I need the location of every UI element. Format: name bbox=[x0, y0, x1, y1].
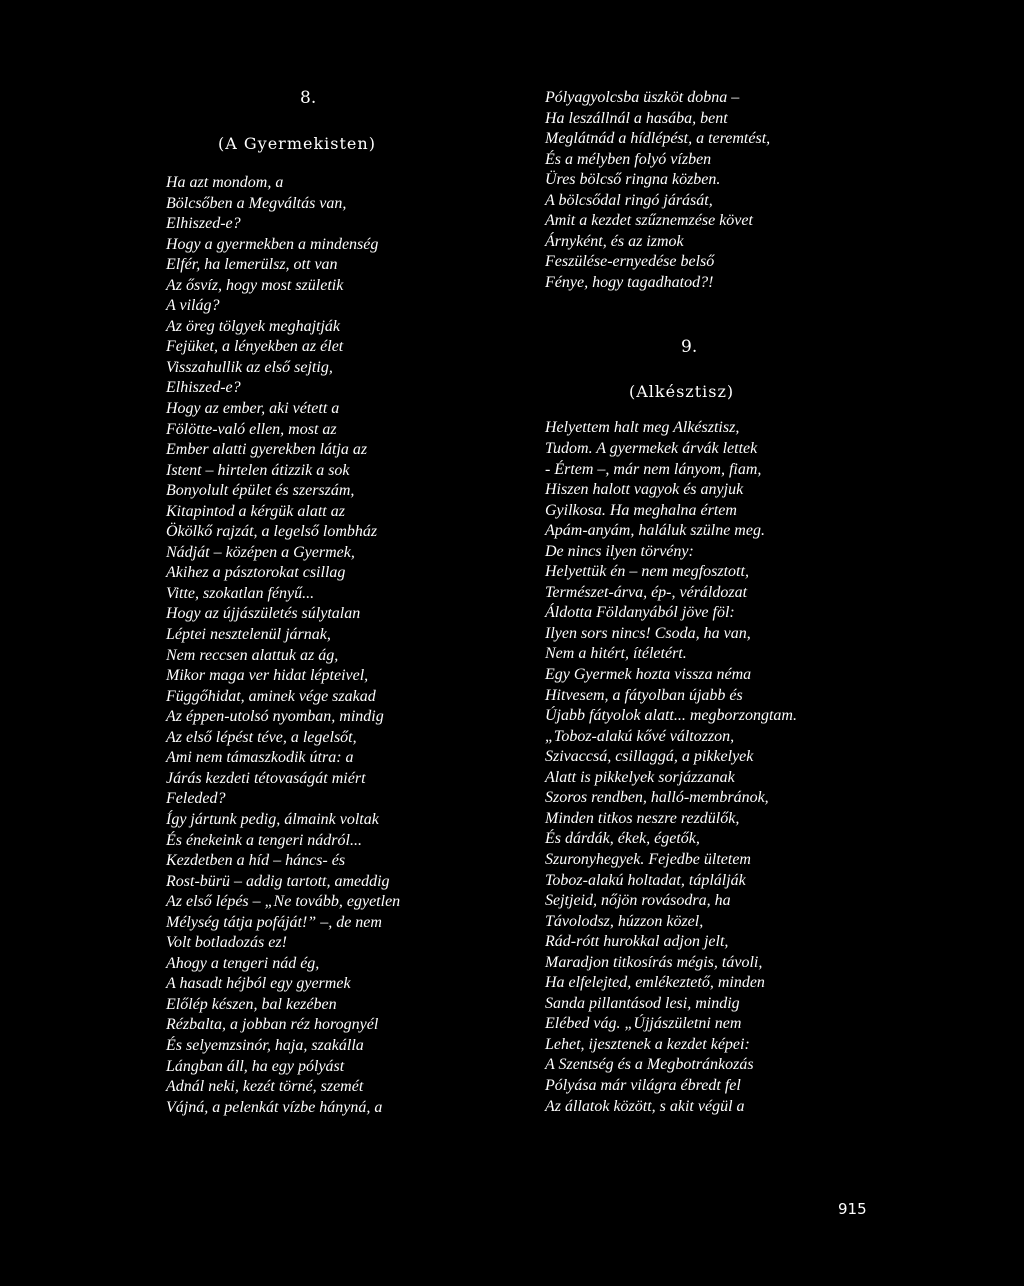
page-number: 915 bbox=[838, 1200, 867, 1218]
poem-line: Vitte, szokatlan fényű... bbox=[166, 584, 315, 602]
poem-line: Feleded? bbox=[166, 790, 226, 808]
poem-line: Hiszen halott vagyok és anyjuk bbox=[545, 481, 744, 499]
poem-line: Elébed vág. „Újjászületni nem bbox=[545, 1015, 742, 1033]
poem-line: Természet-árva, ép-, véráldozat bbox=[545, 583, 748, 601]
poem-line: Helyettük én – nem megfosztott, bbox=[545, 563, 749, 581]
poem-line: Feszülése-ernyedése belső bbox=[545, 253, 715, 271]
poem-line: Toboz-alakú holtadat, táplálják bbox=[545, 871, 746, 889]
poem-line: Áldotta Földanyából jöve föl: bbox=[545, 604, 735, 622]
poem-line: Ilyen sors nincs! Csoda, ha van, bbox=[545, 624, 751, 642]
poem-line: Elfér, ha lemerülsz, ott van bbox=[166, 256, 338, 274]
poem-line: Az állatok között, s akit végül a bbox=[545, 1097, 745, 1115]
poem-line: És énekeink a tengeri nádról... bbox=[166, 831, 362, 849]
poem-line: Helyettem halt meg Alkésztisz, bbox=[545, 419, 740, 437]
poem-line: Az első lépés – „Ne tovább, egyetlen bbox=[166, 893, 401, 911]
left-column bbox=[166, 88, 466, 1118]
poem-lines-right-top bbox=[545, 88, 865, 293]
poem-line: Pólyagyolcsba üszköt dobna – bbox=[545, 89, 740, 106]
poem-line: Alatt is pikkelyek sorjázzanak bbox=[545, 768, 735, 786]
poem-line: Léptei nesztelenül járnak, bbox=[166, 626, 331, 644]
poem-line: A bölcsődal ringó járását, bbox=[545, 191, 713, 209]
poem-line: Távolodsz, húzzon közel, bbox=[545, 912, 704, 930]
poem-line: Ember alatti gyerekben látja az bbox=[166, 441, 368, 459]
poem-line: - Értem –, már nem lányom, fiam, bbox=[545, 460, 762, 478]
poem-line: Függőhidat, aminek vége szakad bbox=[166, 687, 376, 705]
poem-line: De nincs ilyen törvény: bbox=[545, 542, 694, 560]
poem-line: Hogy az újjászületés súlytalan bbox=[166, 605, 361, 623]
poem-line: Ahogy a tengeri nád ég, bbox=[166, 954, 320, 972]
poem-line: Egy Gyermek hozta vissza néma bbox=[545, 666, 752, 684]
poem-line: Üres bölcső ringna közben. bbox=[545, 171, 721, 189]
poem-line: Hogy a gyermekben a mindenség bbox=[166, 235, 379, 253]
poem-line: Minden titkos neszre rezdülők, bbox=[545, 809, 740, 827]
section-number-9: 9. bbox=[681, 337, 698, 358]
poem-line: Volt botladozás ez! bbox=[166, 934, 287, 952]
poem-line: Ami nem támaszkodik útra: a bbox=[166, 749, 354, 767]
poem-line: Rézbalta, a jobban réz horognyél bbox=[166, 1016, 379, 1034]
poem-line: Az öreg tölgyek meghajtják bbox=[166, 317, 341, 335]
poem-line: Gyilkosa. Ha meghalna értem bbox=[545, 501, 737, 519]
poem-line: Az első lépést téve, a legelsőt, bbox=[166, 728, 357, 746]
poem-line: Sejtjeid, nőjön rovásodra, ha bbox=[545, 892, 731, 910]
section-title-gyermekisten: (A Gyermekisten) bbox=[218, 134, 376, 153]
right-column bbox=[545, 88, 865, 1117]
poem-line: Adnál neki, kezét törné, szemét bbox=[166, 1078, 364, 1096]
poem-line: A világ? bbox=[166, 297, 220, 315]
section-number-8: 8. bbox=[300, 88, 317, 108]
poem-line: Bölcsőben a Megváltás van, bbox=[166, 194, 347, 212]
poem-line: Hogy az ember, aki vétett a bbox=[166, 400, 340, 418]
poem-line: Előlép készen, bal kezében bbox=[166, 995, 337, 1013]
poem-line: Szuronyhegyek. Fejedbe ültetem bbox=[545, 850, 751, 868]
poem-line: Akihez a pásztorokat csillag bbox=[166, 564, 346, 582]
poem-line: Mélység tátja pofáját!” –, de nem bbox=[166, 913, 382, 931]
poem-line: Nem a hitért, ítéletért. bbox=[545, 645, 687, 663]
poem-line: Így jártunk pedig, álmaink voltak bbox=[166, 810, 379, 828]
poem-line: Ha leszállnál a hasába, bent bbox=[545, 109, 728, 127]
poem-line: Szivaccsá, csillaggá, a pikkelyek bbox=[545, 748, 754, 766]
poem-line: A hasadt héjból egy gyermek bbox=[166, 975, 351, 993]
poem-line: Kitapintod a kérgük alatt az bbox=[166, 502, 345, 520]
poem-line: Kezdetben a híd – háncs- és bbox=[166, 852, 346, 870]
poem-line: Szoros rendben, halló-membránok, bbox=[545, 789, 769, 807]
poem-line: Meglátnád a hídlépést, a teremtést, bbox=[545, 130, 771, 148]
poem-line: Sanda pillantásod lesi, mindig bbox=[545, 994, 740, 1012]
poem-line: Tudom. A gyermekek árvák lettek bbox=[545, 440, 758, 458]
poem-line: Bonyolult épület és szerszám, bbox=[166, 482, 355, 500]
poem-line: Fejüket, a lényekben az élet bbox=[166, 338, 344, 356]
poem-line: Az ősvíz, hogy most születik bbox=[166, 276, 344, 294]
poem-line: És selyemzsinór, haja, szakálla bbox=[166, 1036, 364, 1054]
poem-line: Mikor maga ver hidat lépteivel, bbox=[166, 667, 369, 685]
poem-line: Hitvesem, a fátyolban újabb és bbox=[545, 686, 743, 704]
poem-line: Rost-bürü – addig tartott, ameddig bbox=[166, 872, 390, 890]
poem-line: A Szentség és a Megbotránkozás bbox=[545, 1056, 754, 1074]
poem-line: Újabb fátyolok alatt... megborzongtam. bbox=[545, 707, 797, 725]
poem-line: Árnyként, és az izmok bbox=[545, 232, 684, 250]
poem-line: Pólyása már világra ébredt fel bbox=[545, 1076, 741, 1094]
poem-line: Rád-rótt hurokkal adjon jelt, bbox=[545, 933, 729, 951]
poem-line: És a mélyben folyó vízben bbox=[545, 150, 712, 168]
poem-line: Vájná, a pelenkát vízbe hányná, a bbox=[166, 1098, 383, 1116]
section-title-alkesztisz: (Alkésztisz) bbox=[629, 382, 735, 402]
poem-line: Nem reccsen alattuk az ág, bbox=[166, 646, 339, 664]
poem-line: Visszahullik az első sejtig, bbox=[166, 358, 333, 376]
poem-line: Lángban áll, ha egy pólyást bbox=[166, 1057, 345, 1075]
poem-line: Elhiszed-e? bbox=[166, 215, 241, 233]
poem-line: Járás kezdeti tétovaságát miért bbox=[166, 769, 366, 787]
poem-line: Apám-anyám, haláluk szülne meg. bbox=[545, 522, 765, 540]
poem-line: Fénye, hogy tagadhatod?! bbox=[545, 273, 714, 291]
poem-lines-right-bottom bbox=[545, 418, 865, 1117]
poem-line: Maradjon titkosírás mégis, távoli, bbox=[545, 953, 763, 971]
poem-line: „Toboz-alakú kővé változzon, bbox=[545, 727, 735, 745]
poem-line: Amit a kezdet szűznemzése követ bbox=[545, 212, 753, 230]
poem-line: Nádját – középen a Gyermek, bbox=[166, 543, 355, 561]
poem-lines-left bbox=[166, 173, 466, 1118]
poem-line: Ha elfelejted, emlékeztető, minden bbox=[545, 974, 765, 992]
poem-line: És dárdák, ékek, égetők, bbox=[545, 830, 700, 848]
poem-line: Az éppen-utolsó nyomban, mindig bbox=[166, 708, 384, 726]
poem-line: Istent – hirtelen átizzik a sok bbox=[166, 461, 350, 479]
poem-line: Fölötte-való ellen, most az bbox=[166, 420, 337, 438]
poem-line: Ökölkő rajzát, a legelső lombház bbox=[166, 523, 378, 541]
poem-line: Lehet, ijesztenek a kezdet képei: bbox=[545, 1035, 750, 1053]
poem-line: Ha azt mondom, a bbox=[166, 174, 284, 191]
poem-line: Elhiszed-e? bbox=[166, 379, 241, 397]
